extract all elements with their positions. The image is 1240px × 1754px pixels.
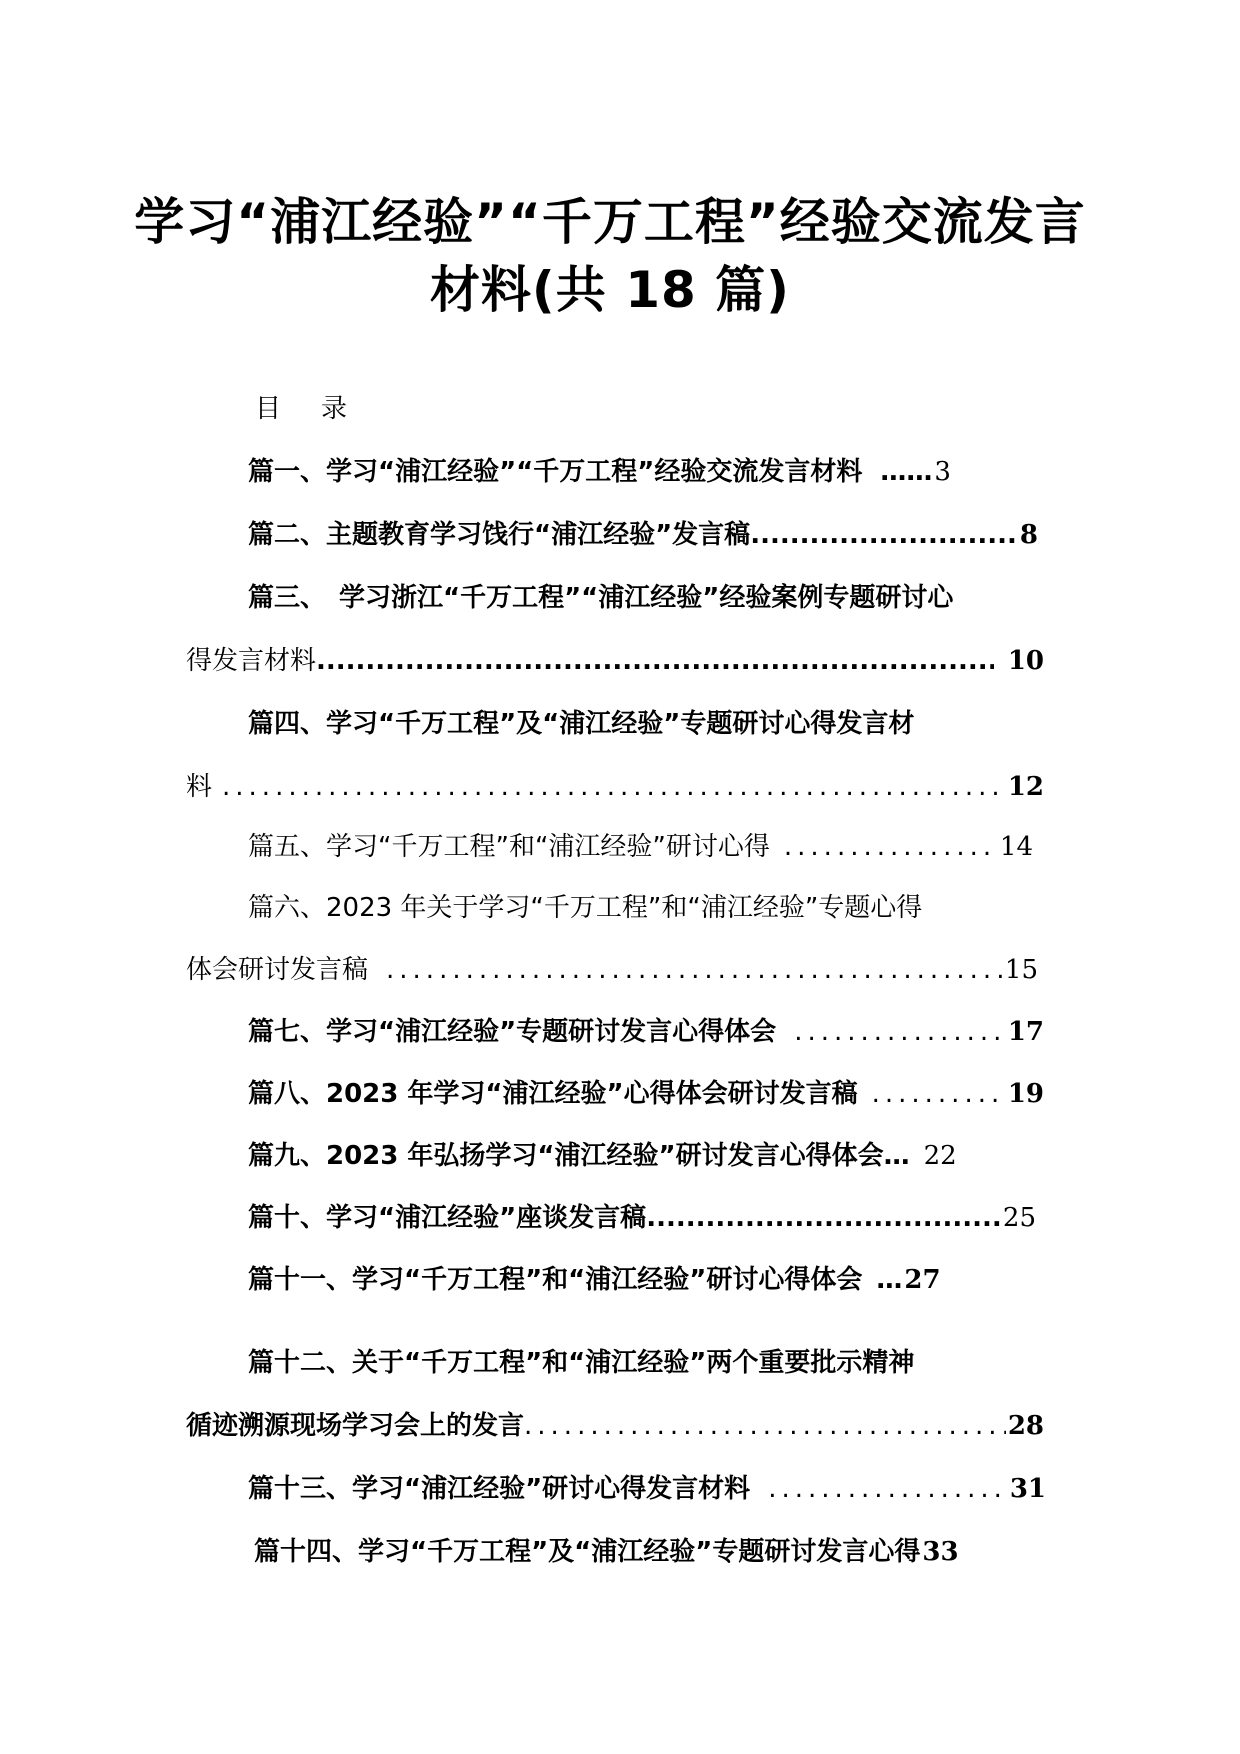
toc-entry-label-cont: 料 (186, 772, 213, 802)
toc-entry-page: 31 (1009, 1474, 1046, 1504)
toc-entry-page: 10 (1007, 646, 1044, 676)
toc-entry-label: 篇十三、学习“浦江经验”研讨心得发言材料 (248, 1474, 751, 1504)
toc-entry-page: 27 (904, 1265, 941, 1295)
toc-entry-3-cont[interactable] (186, 641, 1044, 681)
toc-entry-4-cont[interactable] (186, 767, 1044, 807)
toc-entry-10[interactable] (248, 1198, 1036, 1238)
toc-entry-8[interactable] (248, 1074, 1044, 1114)
toc-heading (255, 393, 347, 425)
toc-entry-label: 篇五、学习“千万工程”和“浦江经验”研讨心得 (248, 832, 770, 862)
toc-entry-leader (750, 1469, 1008, 1509)
toc-entry-leader (316, 641, 994, 681)
toc-entry-page: 8 (1019, 520, 1038, 550)
toc-entry-label: 篇八、2023 年学习“浦江经验”心得体会研讨发言稿 (248, 1079, 858, 1109)
toc-entry-leader: … (876, 1265, 903, 1295)
toc-entry-leader (368, 950, 1003, 990)
toc-entry-9[interactable] (248, 1136, 1048, 1176)
toc-entry-page: 3 (934, 457, 951, 487)
toc-entry-14[interactable] (254, 1532, 1154, 1572)
toc-entry-1[interactable] (248, 452, 1048, 492)
toc-entry-7[interactable] (248, 1012, 1044, 1052)
toc-entry-label: 篇十一、学习“千万工程”和“浦江经验”研讨心得体会 (248, 1265, 863, 1295)
toc-entry-11[interactable] (248, 1260, 1048, 1300)
toc-entry-leader: …… (880, 457, 933, 487)
toc-entry-label: 篇七、学习“浦江经验”专题研讨发言心得体会 (248, 1017, 777, 1047)
toc-entry-page: 17 (1007, 1017, 1044, 1047)
toc-entry-leader (858, 1074, 1006, 1114)
toc-entry-page: 19 (1007, 1079, 1044, 1109)
toc-entry-6-cont[interactable] (186, 950, 1038, 990)
toc-entry-leader (524, 1406, 1006, 1446)
toc-entry-13[interactable] (248, 1469, 1046, 1509)
toc-entry-2[interactable] (248, 515, 1038, 555)
toc-entry-12-cont[interactable] (186, 1406, 1044, 1446)
toc-entry-leader (646, 1198, 1001, 1238)
toc-entry-label: 篇六、2023 年关于学习“千万工程”和“浦江经验”专题心得 (248, 893, 923, 923)
toc-entry-page: 14 (999, 832, 1033, 862)
toc-entry-page: 28 (1007, 1411, 1044, 1441)
toc-entry-page: 15 (1004, 955, 1038, 985)
toc-entry-label-cont: 循迹溯源现场学习会上的发言 (186, 1411, 525, 1441)
toc-entry-page: 22 (923, 1141, 957, 1171)
toc-entry-3[interactable] (248, 578, 1148, 618)
toc-entry-label: 篇十二、关于“千万工程”和“浦江经验”两个重要批示精神 (248, 1348, 915, 1378)
toc-entry-page: 33 (922, 1537, 959, 1567)
document-title-line-1: 学习“浦江经验”“千万工程”经验交流发言 (134, 193, 1086, 251)
toc-entry-leader (212, 767, 1006, 807)
toc-entry-label: 篇二、主题教育学习饯行“浦江经验”发言稿 (248, 520, 751, 550)
toc-entry-6[interactable] (248, 888, 1148, 928)
toc-entry-12[interactable] (248, 1343, 1148, 1383)
toc-entry-label: 篇十四、学习“千万工程”及“浦江经验”专题研讨发言心得 (254, 1537, 921, 1567)
toc-entry-leader (770, 827, 998, 867)
document-title-line-2: 材料(共 18 篇) (429, 261, 791, 319)
toc-entry-5[interactable] (248, 827, 1033, 867)
toc-entry-leader (750, 515, 1018, 555)
toc-heading-char-2: 录 (321, 394, 348, 424)
toc-entry-label-cont: 体会研讨发言稿 (186, 955, 369, 985)
toc-entry-leader (776, 1012, 1006, 1052)
toc-entry-label: 篇一、学习“浦江经验”“千万工程”经验交流发言材料 (248, 457, 863, 487)
toc-entry-page: 25 (1002, 1203, 1036, 1233)
toc-entry-leader: … (883, 1141, 910, 1171)
toc-entry-4[interactable] (248, 704, 1148, 744)
toc-entry-label: 篇四、学习“千万工程”及“浦江经验”专题研讨心得发言材 (248, 709, 915, 739)
toc-entry-label: 篇十、学习“浦江经验”座谈发言稿 (248, 1203, 647, 1233)
toc-entry-label-cont: 得发言材料 (186, 646, 317, 676)
toc-heading-char-1: 目 (255, 394, 282, 424)
toc-entry-label: 篇九、2023 年弘扬学习“浦江经验”研讨发言心得体会 (248, 1141, 884, 1171)
toc-entry-label: 篇三、 学习浙江“千万工程”“浦江经验”经验案例专题研讨心 (248, 583, 954, 613)
toc-entry-page: 12 (1007, 772, 1044, 802)
